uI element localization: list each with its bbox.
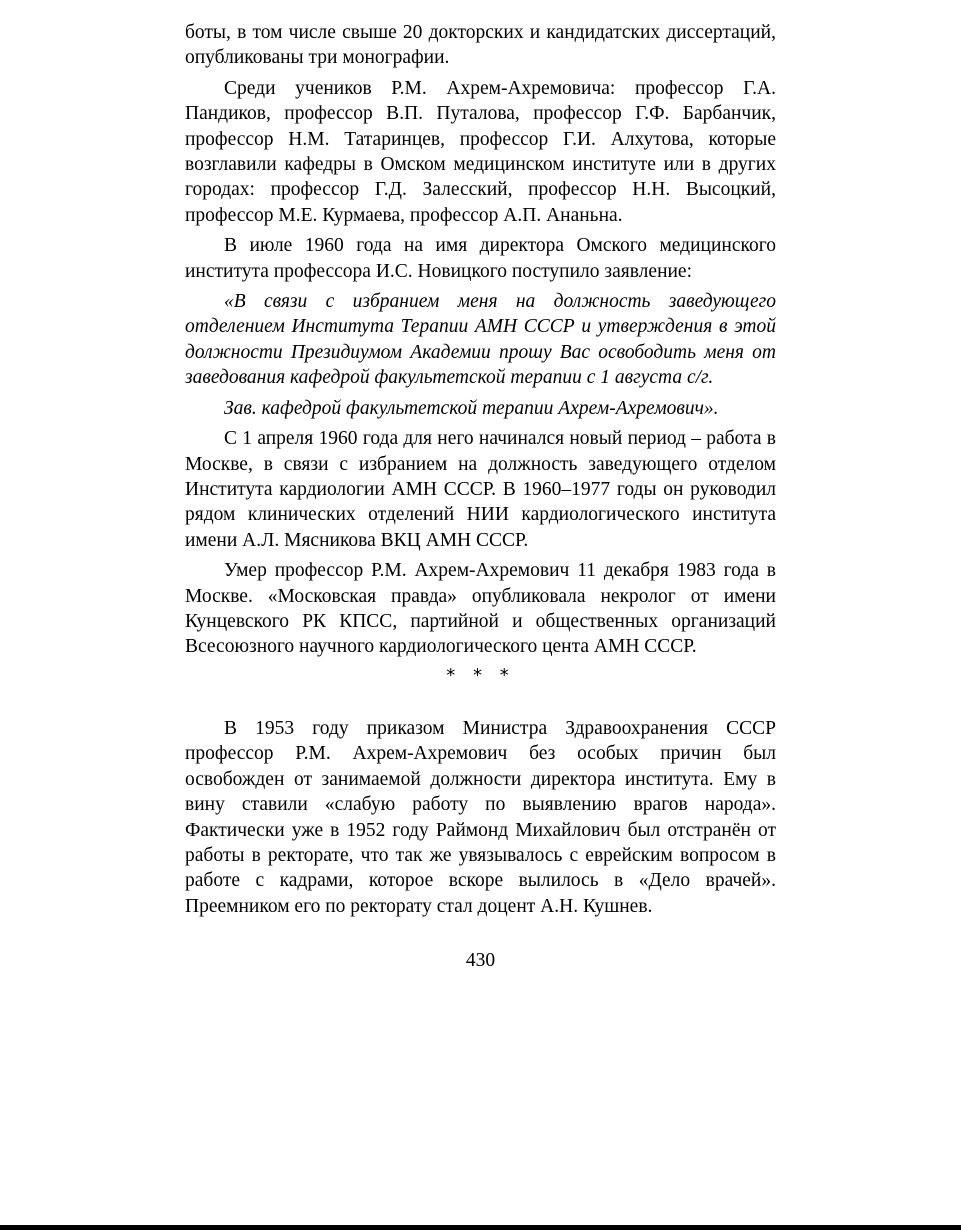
- paragraph-death: Умер профессор Р.М. Ахрем-Ахремович 11 декабря 1983 года в Москве. «Московская правда» опубликовала некролог от имени Кунцевского РК КПСС, партийной и общественных организаций Всесоюзного научного кардиологического цента АМН СССР.: [185, 560, 776, 658]
- page-number: 430: [465, 950, 496, 971]
- paragraph-students: Среди учеников Р.М. Ахрем-Ахремовича: профессор Г.А. Пандиков, профессор В.П. Путалова, профессор Г.Ф. Барбанчик, профессор Н.М. Татаринцев, профессор Г.И. Алхутова, которые возглавили кафедры в Омском медицинском институте или в других городах: профессор Г.Д. Залесский, профессор Н.Н. Высоцкий, профессор М.Е. Курмаева, профессор А.П. Ананьна.: [185, 77, 776, 226]
- section-separator: * * *: [446, 665, 515, 686]
- quote-signature: Зав. кафедрой факультетской терапии Ахрем-Ахремович».: [224, 397, 719, 419]
- quote-application: «В связи с избранием меня на должность заведующего отделением Института Терапии АМН СССР и утверждения в этой должности Президиумом Академии прошу Вас освободить меня от заведования кафедрой факультетской терапии с 1 августа с/г.: [185, 291, 776, 389]
- paragraph-moscow-work: С 1 апреля 1960 года для него начинался новый период – работа в Москве, в связи с избранием на должность заведующего отделом Института кардиологии АМН СССР. В 1960–1977 годы он руководил рядом клинических отделений НИИ кардиологического института имени А.Л. Мясникова ВКЦ АМН СССР.: [185, 428, 776, 551]
- scan-bottom-edge: [0, 1225, 961, 1230]
- page-text-top: [185, 20, 776, 660]
- page-text-bottom: [185, 716, 776, 919]
- paragraph-1953-dismissal: В 1953 году приказом Министра Здравоохранения СССР профессор Р.М. Ахрем-Ахремович без особых причин был освобожден от занимаемой должности директора института. Ему в вину ставили «слабую работу по выявлению врагов народа». Фактически уже в 1952 году Раймонд Михайлович был отстранён от работы в ректорате, что так же увязывалось с еврейским вопросом в работе с кадрами, которое вскоре вылилось в «Дело врачей». Преемником его по ректорату стал доцент А.Н. Кушнев.: [185, 718, 776, 917]
- paragraph-application-intro: В июле 1960 года на имя директора Омского медицинского института профессора И.С. Новицкого поступило заявление:: [185, 235, 776, 282]
- paragraph-continuation: боты, в том числе свыше 20 докторских и кандидатских диссертаций, опубликованы три монографии.: [185, 22, 776, 69]
